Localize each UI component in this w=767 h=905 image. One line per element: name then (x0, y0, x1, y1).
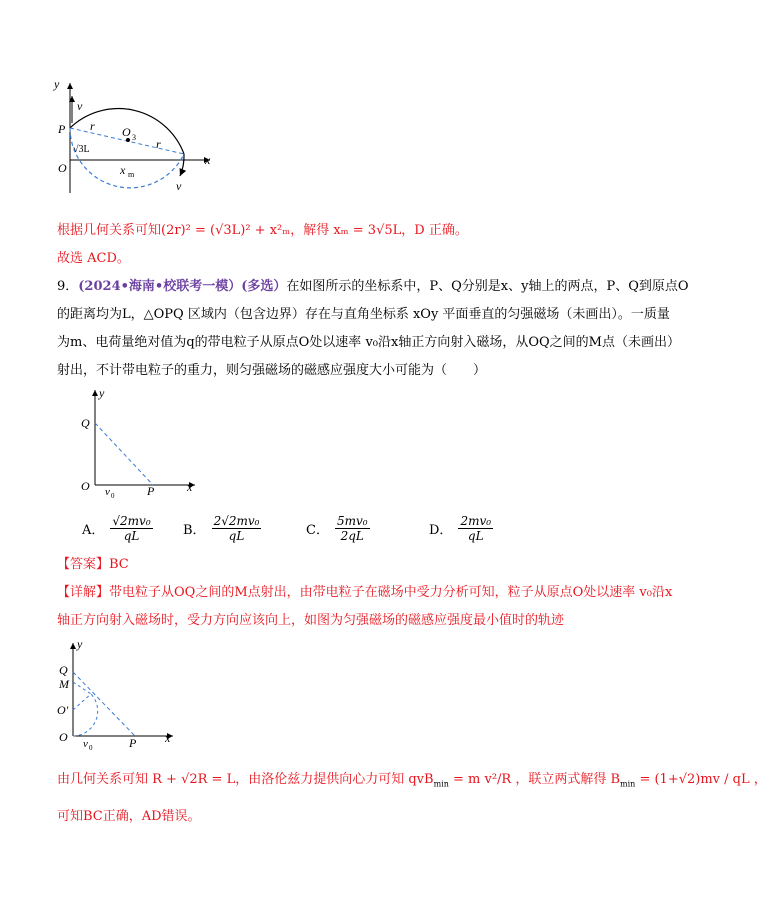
option-c-letter: C． (306, 523, 329, 538)
fig1-o3-label: O (122, 125, 131, 139)
option-a[interactable] (82, 514, 153, 543)
fig2-p-label: P (147, 484, 155, 498)
question-9-line2: 的距离均为L，△OPQ 区域内（包含边界）存在与直角坐标系 xOy 平面垂直的匀强磁场（未画出）。一质量 (57, 307, 670, 322)
question-text-1: 在如图所示的坐标系中，P、Q分别是x、y轴上的两点，P、Q到原点O (286, 279, 689, 294)
fig2-q-label: Q (81, 416, 90, 430)
answer-label: 【答案】 (57, 557, 110, 572)
fig1-y-label: y (54, 77, 60, 91)
fig2-y-label: y (99, 386, 105, 400)
option-c-numerator: 5mv₀ (336, 514, 368, 528)
fig2-o-label: O (81, 479, 90, 493)
fig1-sqrt3l-label: √3L (73, 144, 90, 155)
fig1-v-bottom-label: v (176, 179, 182, 193)
fig1-o3-sub: 3 (132, 133, 136, 142)
fig3-oprime-label: O' (57, 703, 69, 717)
solution-prev-line2: 故选 ACD。 (57, 251, 130, 266)
option-b-letter: B． (183, 523, 206, 538)
explanation-label: 【详解】 (57, 585, 110, 600)
figure-min-field-trajectory (55, 638, 180, 753)
explanation-line1 (57, 580, 672, 605)
figure-triangle-opq (75, 385, 205, 500)
fig3-y-label: y (77, 637, 83, 651)
fig3-m-label: M (59, 677, 69, 691)
fig1-xm-sub: m (128, 170, 135, 179)
fig2-v0-sub: 0 (111, 492, 115, 500)
option-d-denominator: qL (467, 529, 484, 543)
question-9-line4: 射出，不计带电粒子的重力，则匀强磁场的磁感应强度大小可能为（ ） (57, 363, 487, 378)
fig1-r2-label: r (156, 137, 161, 151)
fig3-p-label: P (129, 736, 137, 750)
conclusion-line1 (57, 767, 767, 797)
solution-prev-line1: 根据几何关系可知(2r)² = (√3L)² + x²ₘ，解得 xₘ = 3√5L，D 正确。 (57, 223, 468, 238)
question-number: 9． (57, 279, 79, 294)
fig1-v-top-label: v (77, 99, 83, 113)
answer-line (57, 552, 129, 577)
option-d[interactable] (429, 514, 493, 543)
conclusion-text-c: = m v²/R ，联立两式解得 B (448, 772, 621, 787)
conclusion-text-a: 由几何关系可知 R + √2R = L，由洛伦兹力提供向心力可知 qvB (57, 772, 434, 787)
fig3-v0-label: v (83, 738, 88, 750)
question-9-line1 (57, 274, 689, 299)
conclusion-sub-2: min (620, 779, 636, 789)
answer-value: BC (109, 557, 129, 572)
explanation-line2: 轴正方向射入磁场时，受力方向应该向上，如图为匀强磁场的磁感应强度最小值时的轨迹 (57, 613, 565, 628)
conclusion-text-e: = (1+√2)mv / qL ， (635, 772, 767, 787)
explanation-text-1: 带电粒子从OQ之间的M点射出，由带电粒子在磁场中受力分析可知，粒子从原点O处以速率 v₀沿x (109, 585, 673, 600)
question-source: (2024•海南•校联考一模）(多选） (78, 279, 287, 294)
option-a-letter: A． (82, 523, 105, 538)
option-b-numerator: 2√2mv₀ (213, 514, 260, 528)
option-c[interactable] (306, 514, 370, 543)
option-d-letter: D． (429, 523, 453, 538)
figure-circle-trajectory (50, 78, 220, 198)
fig3-q-label: Q (59, 663, 68, 677)
conclusion-line2: 可知BC正确，AD错误。 (57, 809, 201, 824)
option-d-numerator: 2mv₀ (460, 514, 492, 528)
fig1-p-label: P (58, 122, 66, 136)
question-9-line3: 为m、电荷量绝对值为q的带电粒子从原点O处以速率 v₀沿x轴正方向射入磁场，从OQ之间的M点（未画出） (57, 335, 680, 350)
fig3-o-label: O (59, 730, 68, 744)
option-c-denominator: 2qL (340, 529, 364, 543)
option-b[interactable] (183, 514, 261, 543)
option-a-denominator: qL (123, 529, 140, 543)
option-b-denominator: qL (228, 529, 245, 543)
conclusion-sub-1: min (433, 779, 449, 789)
fig3-x-label: x (165, 731, 171, 745)
fig1-o-label: O (58, 161, 67, 175)
option-a-numerator: √2mv₀ (112, 514, 151, 528)
fig3-v0-sub: 0 (89, 744, 93, 752)
fig1-r1-label: r (90, 119, 95, 133)
fig1-xm-label: x (120, 163, 126, 177)
fig2-x-label: x (187, 480, 193, 494)
fig1-x-label: x (205, 153, 211, 167)
fig2-v0-label: v (105, 486, 110, 498)
